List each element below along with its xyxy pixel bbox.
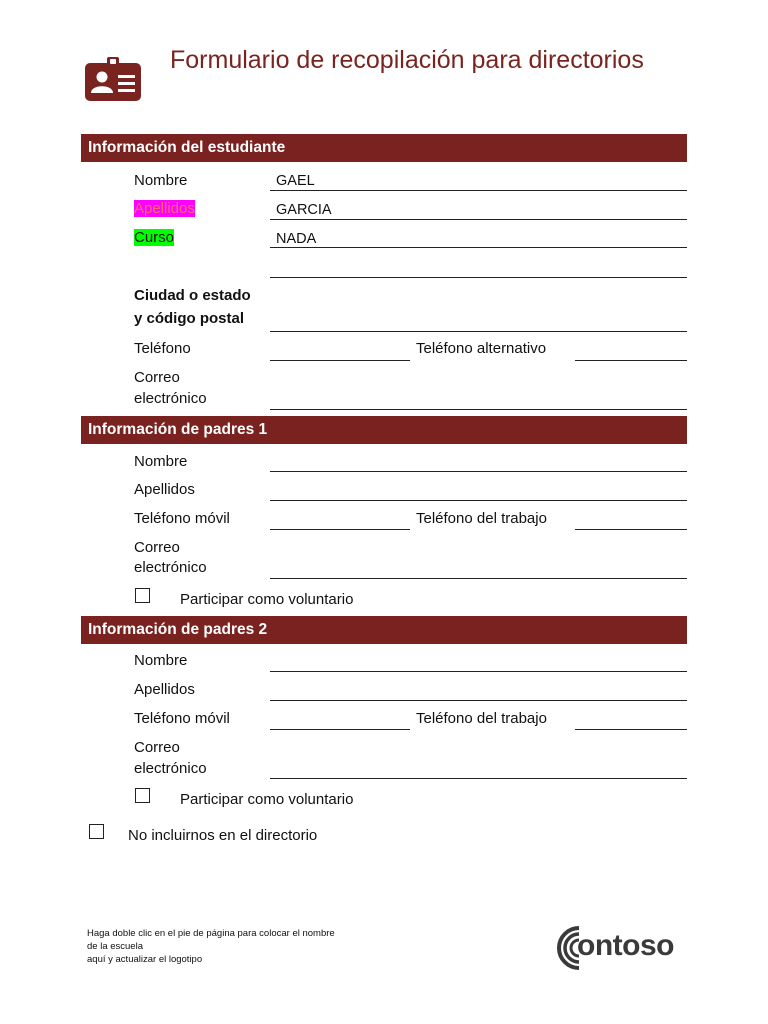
student-city-label-1: Ciudad o estado (134, 287, 251, 304)
parent2-email-label-2: electrónico (134, 760, 207, 777)
student-surname-field[interactable] (270, 219, 687, 220)
parent2-email-field[interactable] (270, 778, 687, 779)
parent2-surname-field[interactable] (270, 700, 687, 701)
student-name-value: GAEL (276, 173, 315, 189)
student-city-label-2: y código postal (134, 310, 245, 327)
parent1-email-field[interactable] (270, 578, 687, 579)
student-name-label: Nombre (134, 172, 188, 189)
parent2-name-label: Nombre (134, 652, 188, 669)
parent1-name-field[interactable] (270, 471, 687, 472)
student-address-field[interactable] (270, 277, 687, 278)
student-surname-label: Apellidos (134, 200, 195, 217)
parent2-name-field[interactable] (270, 671, 687, 672)
student-email-field[interactable] (270, 409, 687, 410)
student-course-value: NADA (276, 231, 317, 247)
parent1-work-field[interactable] (575, 529, 687, 530)
student-name-field[interactable] (270, 190, 687, 191)
parent1-email-label-1: Correo (134, 539, 180, 556)
student-course-label: Curso (134, 229, 175, 246)
student-course-field[interactable] (270, 247, 687, 248)
parent1-volunteer-label: Participar como voluntario (180, 591, 354, 608)
section-header-student: Información del estudiante (81, 134, 687, 162)
id-badge-icon (85, 57, 141, 101)
student-email-label-2: electrónico (134, 390, 207, 407)
exclude-label: No incluirnos en el directorio (128, 827, 318, 844)
section-header-parent2: Información de padres 2 (81, 616, 687, 644)
parent2-mobile-label: Teléfono móvil (134, 710, 230, 727)
parent2-email-label-1: Correo (134, 739, 180, 756)
parent1-email-label-2: electrónico (134, 559, 207, 576)
section-header-parent1: Información de padres 1 (81, 416, 687, 444)
parent2-mobile-field[interactable] (270, 729, 410, 730)
student-alt-phone-field[interactable] (575, 360, 687, 361)
parent2-volunteer-checkbox[interactable] (135, 788, 150, 803)
footer-line-1: Haga doble clic en el pie de página para colocar el nombre (87, 928, 335, 939)
contoso-logo (555, 924, 685, 972)
parent1-surname-field[interactable] (270, 500, 687, 501)
student-surname-value: GARCIA (276, 202, 332, 218)
parent2-work-field[interactable] (575, 729, 687, 730)
student-email-label-1: Correo (134, 369, 180, 386)
parent2-surname-label: Apellidos (134, 681, 195, 698)
contoso-logo-text: ontoso (577, 929, 674, 962)
footer-line-3: aquí y actualizar el logotipo (87, 954, 203, 965)
footer-note (87, 927, 377, 966)
student-phone-field[interactable] (270, 360, 410, 361)
page-title: Formulario de recopilación para directorios (170, 46, 644, 74)
parent1-name-label: Nombre (134, 453, 188, 470)
parent1-surname-label: Apellidos (134, 481, 195, 498)
parent2-volunteer-label: Participar como voluntario (180, 791, 354, 808)
student-phone-label: Teléfono (134, 340, 191, 357)
exclude-checkbox[interactable] (89, 824, 104, 839)
parent1-mobile-label: Teléfono móvil (134, 510, 230, 527)
footer-line-2: de la escuela (87, 941, 143, 952)
student-alt-phone-label: Teléfono alternativo (416, 340, 547, 357)
student-city-field[interactable] (270, 331, 687, 332)
parent2-work-label: Teléfono del trabajo (416, 710, 547, 727)
parent1-volunteer-checkbox[interactable] (135, 588, 150, 603)
parent1-work-label: Teléfono del trabajo (416, 510, 547, 527)
parent1-mobile-field[interactable] (270, 529, 410, 530)
